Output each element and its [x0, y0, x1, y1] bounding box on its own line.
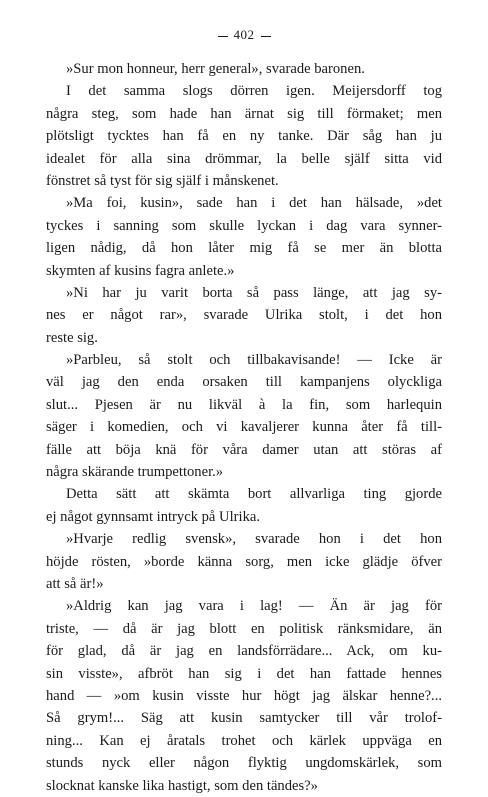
text-line: I det samma slogs dörren igen. Meijersdorff tog	[66, 83, 442, 100]
text-line: »Ni har ju varit borta så pass länge, att jag sy-	[66, 284, 442, 301]
text-line: reste sig.	[46, 329, 98, 346]
text-line: för glad, då är jag en landsförrädare... Ack, om ku-	[46, 643, 442, 660]
text-line: stunds nyck eller någon flyktig ungdomskärlek, som	[46, 755, 442, 772]
text-line: idealet för alla sina drömmar, la belle själf sitta vid	[46, 150, 442, 167]
text-line: ligen nådig, då hon låter mig få se mer än blotta	[46, 240, 442, 257]
text-line: att så är!»	[46, 575, 104, 592]
header-dash-right	[261, 36, 271, 37]
page-header	[0, 27, 488, 43]
page-number: 402	[233, 27, 255, 42]
text-line: plötsligt tycktes han få en ny tanke. Där såg han ju	[46, 128, 442, 145]
text-line: några steg, som hade han ärnat sig till förmaket; men	[46, 105, 442, 122]
text-line: »Aldrig kan jag vara i lag! — Än är jag för	[66, 598, 442, 615]
text-line: tyckes i sanning som skulle lyckan i dag vara synner-	[46, 217, 442, 234]
text-line: fälle att böja knä för våra damer utan att störas af	[46, 441, 442, 458]
text-line: väl jag den enda orsaken till kampanjens olyckliga	[46, 374, 442, 391]
text-line: fönstret så tyst för sig själf i månskenet.	[46, 172, 279, 189]
text-line: »Parbleu, så stolt och tillbakavisande! — Icke är	[66, 352, 442, 369]
text-line: säger i komedien, och vi kavaljerer kunna åter få till-	[46, 419, 442, 436]
text-line: slut... Pjesen är nu likväl à la fin, som harlequin	[46, 396, 442, 413]
text-line: höjde rösten, »borde känna sorg, men icke glädje öfver	[46, 553, 442, 570]
text-line: Detta sätt att skämta bort allvarliga ting gjorde	[66, 486, 442, 503]
text-line: hand — »om kusin visste hur högt jag älskar henne?...	[46, 687, 442, 704]
text-line: några skärande trumpettoner.»	[46, 464, 224, 481]
text-line: triste, — då är jag blott en politisk ränksmidare, än	[46, 620, 442, 637]
text-line: slocknat kanske lika hastigt, som den tändes?»	[46, 777, 318, 794]
text-line: skymten af kusins fagra anlete.»	[46, 262, 235, 279]
body-text	[46, 58, 442, 797]
text-line: »Ma foi, kusin», sade han i det han hälsade, »det	[66, 195, 442, 212]
text-line: ning... Kan ej åratals trohet och kärlek uppväga en	[46, 732, 442, 749]
text-line: ej något gynnsamt intryck på Ulrika.	[46, 508, 260, 525]
text-line: nes er något rar», svarade Ulrika stolt, i det hon	[46, 307, 442, 324]
text-line: »Sur mon honneur, herr general», svarade baronen.	[66, 61, 365, 77]
text-line: »Hvarje redlig svensk», svarade hon i det hon	[66, 531, 442, 548]
text-line: sin visste», afbröt han sig i det han fattade hennes	[46, 665, 442, 682]
text-line: Så grym!... Säg att kusin samtycker till vår trolof-	[46, 710, 442, 727]
header-dash-left	[218, 36, 228, 37]
